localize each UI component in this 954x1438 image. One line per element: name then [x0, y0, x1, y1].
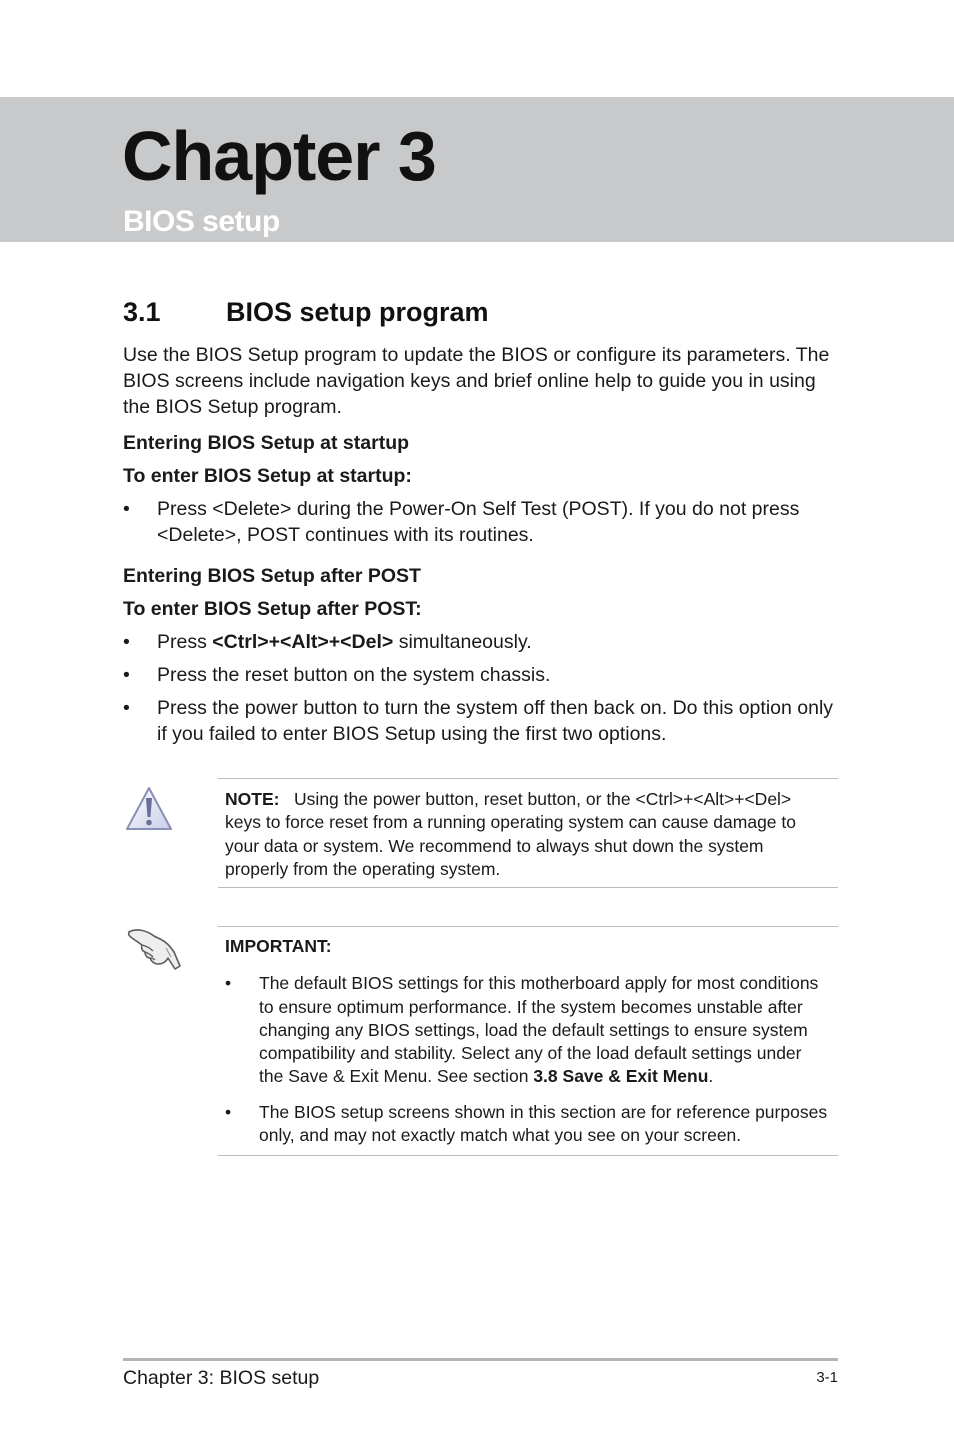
intro-paragraph: Use the BIOS Setup program to update the BIOS or configure its parameters. The BIOS screens include navigation keys and brief online help to guide you in using the BIOS Setup program. — [123, 344, 830, 418]
startup-list — [123, 496, 838, 548]
chapter-subtitle: BIOS setup — [123, 205, 280, 238]
section-number: 3.1 — [123, 297, 161, 327]
list-item-text: Press the reset button on the system chassis. — [157, 664, 551, 686]
chapter-title: Chapter 3 — [122, 117, 436, 195]
bullet-glyph: • — [225, 1101, 232, 1122]
footer-divider — [123, 1358, 838, 1361]
footer-chapter-label: Chapter 3: BIOS setup — [123, 1367, 320, 1389]
list-item-text-post: . — [708, 1066, 714, 1087]
bullet-glyph: • — [123, 664, 130, 686]
bullet-glyph: • — [123, 631, 130, 653]
list-item — [123, 662, 838, 688]
list-item-text-pre: Press — [157, 631, 213, 653]
note-box — [218, 778, 838, 888]
note-text: Using the power button, reset button, or the <Ctrl>+<Alt>+<Del> keys to force reset from a running operating system can cause damage to your data or system. We recommend to always shut down the system properly from the operating system. — [225, 789, 796, 879]
afterpost-list — [123, 629, 838, 747]
afterpost-subheading: To enter BIOS Setup after POST: — [123, 598, 422, 620]
main-content — [123, 292, 838, 747]
list-item — [225, 1101, 830, 1148]
list-item-text: Press the power button to turn the system off then back on. Do this option only if you failed to enter BIOS Setup using the first two options. — [157, 697, 834, 745]
section-reference: 3.8 Save & Exit Menu — [533, 1066, 709, 1087]
important-list — [225, 972, 830, 1147]
afterpost-heading: Entering BIOS Setup after POST — [123, 565, 421, 587]
note-label: NOTE: — [225, 789, 280, 809]
list-item-text: The BIOS setup screens shown in this section are for reference purposes only, and may not exactly match what you see on your screen. — [259, 1101, 828, 1146]
list-item — [123, 629, 838, 655]
list-item-text: Press <Delete> during the Power-On Self Test (POST). If you do not press <Delete>, POST continues with its routines. — [157, 498, 800, 546]
startup-heading: Entering BIOS Setup at startup — [123, 432, 410, 454]
section-heading — [123, 292, 838, 332]
key-combo: <Ctrl>+<Alt>+<Del> — [212, 631, 394, 653]
list-item-text-post: simultaneously. — [393, 631, 532, 653]
pointing-hand-icon — [126, 924, 184, 977]
bullet-glyph: • — [123, 498, 130, 520]
important-label: IMPORTANT: — [225, 936, 332, 956]
list-item — [123, 695, 838, 747]
bullet-glyph: • — [123, 697, 130, 719]
page-number: 3-1 — [816, 1369, 838, 1386]
section-title: BIOS setup program — [226, 297, 489, 327]
list-item — [225, 972, 830, 1088]
important-box — [218, 926, 838, 1156]
list-item — [123, 496, 838, 548]
list-item-text-pre: The default BIOS settings for this motherboard apply for most conditions to ensure optimum performance. If the system becomes unstable after changing any BIOS settings, load the default settings to ensure system compatibility and stability. Select any of the load default settings under the Save & Exit Menu. See section — [259, 973, 819, 1087]
bullet-glyph: • — [225, 973, 232, 994]
startup-subheading: To enter BIOS Setup at startup: — [123, 465, 412, 487]
warning-icon — [124, 785, 174, 838]
